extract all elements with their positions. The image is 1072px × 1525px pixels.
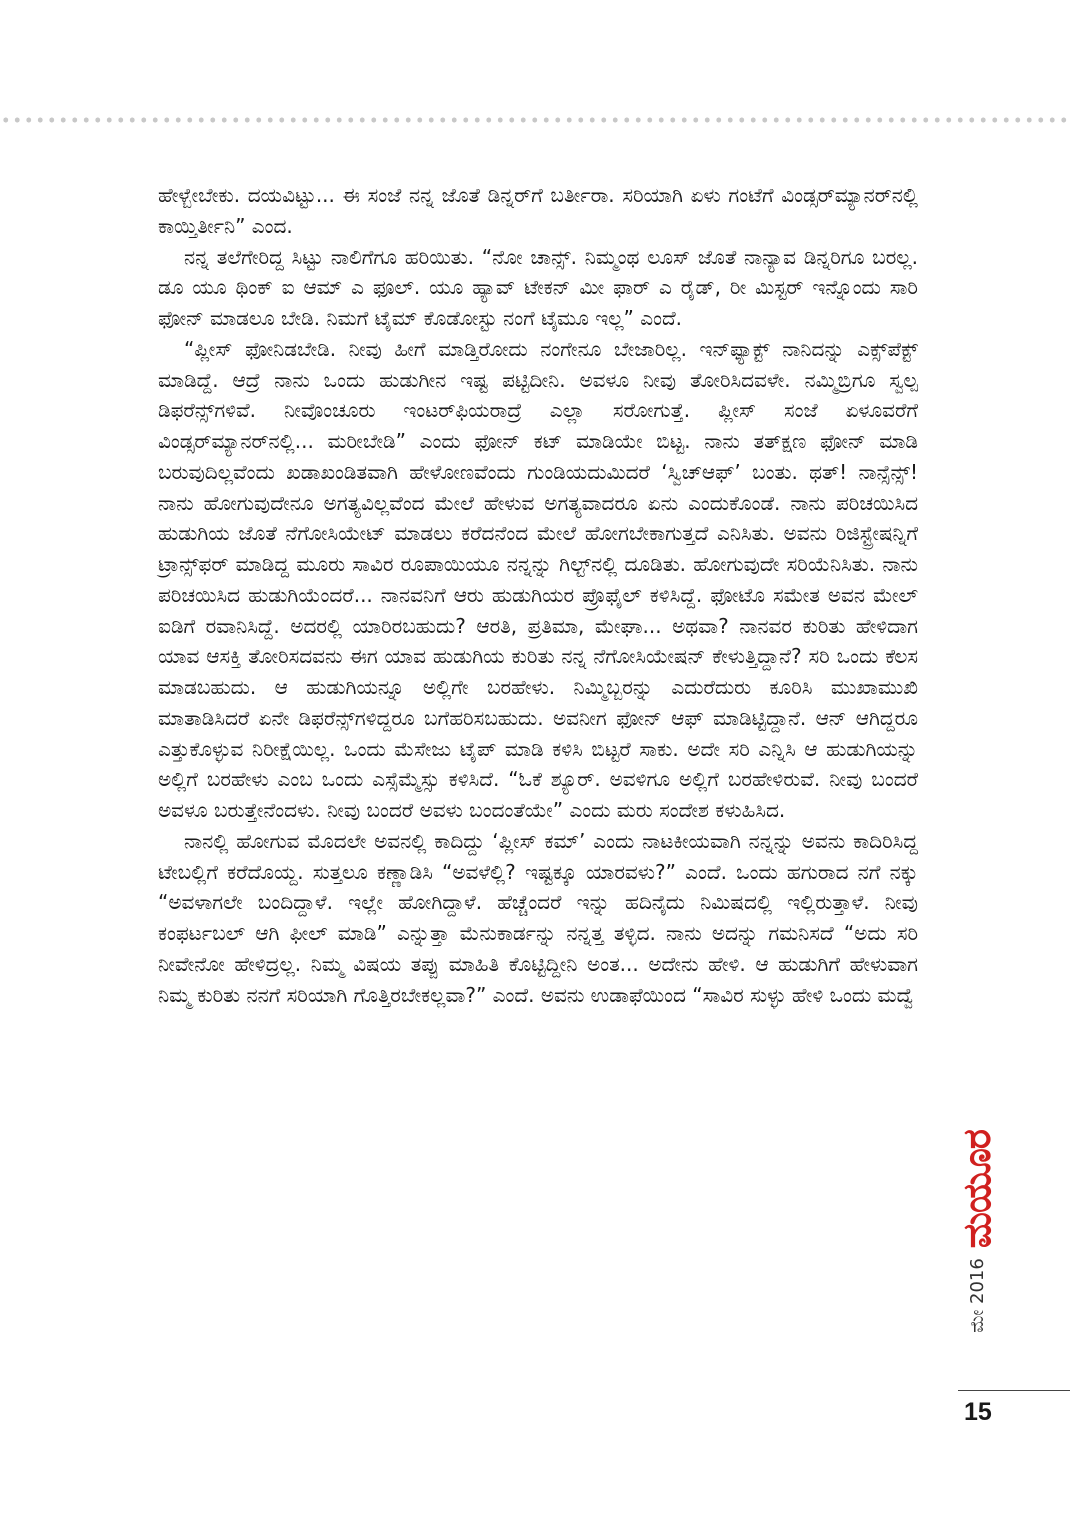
masthead <box>952 1130 1002 1380</box>
dotted-header-rule <box>0 116 1072 124</box>
article-paragraph: ನನ್ನ ತಲೆಗೇರಿದ್ದ ಸಿಟ್ಟು ನಾಲಿಗೆಗೂ ಹರಿಯಿತು. “ನೋ ಚಾನ್ಸ್. ನಿಮ್ಮಂಥ ಲೂಸ್ ಜೊತೆ ನಾನ್ಯಾವ ಡಿನ್ನರಿಗೂ ಬರಲ್ಲ. ಡೂ ಯೂ ಥಿಂಕ್ ಐ ಆಮ್ ಎ ಫೂಲ್. ಯೂ ಹ್ಯಾವ್ ಟೇಕನ್ ಮೀ ಫಾರ್ ಎ ರೈಡ್, ರೀ ಮಿಸ್ಟರ್ ಇನ್ನೊಂದು ಸಾರಿ ಫೋನ್ ಮಾಡಲೂ ಬೇಡಿ. ನಿಮಗೆ ಟೈಮ್ ಕೊಡೋಸ್ಟು ನಂಗೆ ಟೈಮೂ ಇಲ್ಲ” ಎಂದೆ. <box>158 244 918 330</box>
article-body <box>158 180 918 1010</box>
page-number: 15 <box>964 1398 992 1426</box>
magazine-logo: ಮಯೂರ <box>955 1130 999 1249</box>
page-number-rule <box>958 1390 1070 1391</box>
article-paragraph: “ಪ್ಲೀಸ್ ಫೋನಿಡಬೇಡಿ. ನೀವು ಹೀಗೆ ಮಾಡ್ತಿರೋದು ನಂಗೇನೂ ಬೇಜಾರಿಲ್ಲ. ಇನ್‌ಫ್ಯಾಕ್ಟ್ ನಾನಿದನ್ನು ಎಕ್ಸ್‌ಪೆಕ್ಟ್ ಮಾಡಿದ್ದೆ. ಆದ್ರೆ ನಾನು ಒಂದು ಹುಡುಗೀನ ಇಷ್ಟ ಪಟ್ಟಿದೀನಿ. ಅವಳೂ ನೀವು ತೋರಿಸಿದವಳೇ. ನಮ್ಮಿಬ್ರಿಗೂ ಸ್ವಲ್ಪ ಡಿಫರೆನ್ಸ್‌ಗಳಿವೆ. ನೀವೊಂಚೂರು ಇಂಟರ್‌ಫಿಯರಾದ್ರೆ ಎಲ್ಲಾ ಸರೋಗುತ್ತೆ. ಪ್ಲೀಸ್ ಸಂಜೆ ಏಳೂವರೆಗೆ ವಿಂಡ್ಸರ್‌ಮ್ಯಾನರ್‌ನಲ್ಲಿ... ಮರೀಬೇಡಿ” ಎಂದು ಫೋನ್ ಕಟ್ ಮಾಡಿಯೇ ಬಿಟ್ಟ. ನಾನು ತತ್‌ಕ್ಷಣ ಫೋನ್ ಮಾಡಿ ಬರುವುದಿಲ್ಲವೆಂದು ಖಡಾಖಂಡಿತವಾಗಿ ಹೇಳೋಣವೆಂದು ಗುಂಡಿಯದುಮಿದರೆ ‘ಸ್ವಿಚ್‌ಆಫ್’ ಬಂತು. ಥತ್! ನಾನ್ಸೆನ್ಸ್! ನಾನು ಹೋಗುವುದೇನೂ ಅಗತ್ಯವಿಲ್ಲವೆಂದ ಮೇಲೆ ಹೇಳುವ ಅಗತ್ಯವಾದರೂ ಏನು ಎಂದುಕೊಂಡೆ. ನಾನು ಪರಿಚಯಿಸಿದ ಹುಡುಗಿಯ ಜೊತೆ ನೆಗೋಸಿಯೇಟ್ ಮಾಡಲು ಕರೆದನೆಂದ ಮೇಲೆ ಹೋಗಬೇಕಾಗುತ್ತದೆ ಎನಿಸಿತು. ಅವನು ರಿಜಿಸ್ಟ್ರೇಷನ್ನಿಗೆ ಟ್ರಾನ್ಸ್‌ಫರ್ ಮಾಡಿದ್ದ ಮೂರು ಸಾವಿರ ರೂಪಾಯಿಯೂ ನನ್ನನ್ನು ಗಿಲ್ಟ್‌ನಲ್ಲಿ ದೂಡಿತು. ಹೋಗುವುದೇ ಸರಿಯೆನಿಸಿತು. ನಾನು ಪರಿಚಯಿಸಿದ ಹುಡುಗಿಯೆಂದರೆ... ನಾನವನಿಗೆ ಆರು ಹುಡುಗಿಯರ ಪ್ರೊಫೈಲ್ ಕಳಿಸಿದ್ದೆ. ಫೋಟೊ ಸಮೇತ ಅವನ ಮೇಲ್ ಐಡಿಗೆ ರವಾನಿಸಿದ್ದೆ. ಅದರಲ್ಲಿ ಯಾರಿರಬಹುದು? ಆರತಿ, ಪ್ರತಿಮಾ, ಮೇಘಾ... ಅಥವಾ? ನಾನವರ ಕುರಿತು ಹೇಳಿದಾಗ ಯಾವ ಆಸಕ್ತಿ ತೋರಿಸದವನು ಈಗ ಯಾವ ಹುಡುಗಿಯ ಕುರಿತು ನನ್ನ ನೆಗೋಸಿಯೇಷನ್ ಕೇಳುತ್ತಿದ್ದಾನೆ? ಸರಿ ಒಂದು ಕೆಲಸ ಮಾಡಬಹುದು. ಆ ಹುಡುಗಿಯನ್ನೂ ಅಲ್ಲಿಗೇ ಬರಹೇಳು. ನಿಮ್ಮಿಬ್ಬರನ್ನು ಎದುರೆದುರು ಕೂರಿಸಿ ಮುಖಾಮುಖಿ ಮಾತಾಡಿಸಿದರೆ ಏನೇ ಡಿಫರೆನ್ಸ್‌ಗಳಿದ್ದರೂ ಬಗೆಹರಿಸಬಹುದು. ಅವನೀಗ ಫೋನ್ ಆಫ್ ಮಾಡಿಟ್ಟಿದ್ದಾನೆ. ಆನ್ ಆಗಿದ್ದರೂ ಎತ್ತುಕೊಳ್ಳುವ ನಿರೀಕ್ಷೆಯಿಲ್ಲ. ಒಂದು ಮೆಸೇಜು ಟೈಪ್ ಮಾಡಿ ಕಳಿಸಿ ಬಿಟ್ಟರೆ ಸಾಕು. ಅದೇ ಸರಿ ಎನ್ನಿಸಿ ಆ ಹುಡುಗಿಯನ್ನು ಅಲ್ಲಿಗೆ ಬರಹೇಳು ಎಂಬ ಒಂದು ಎಸ್ಸೆಮ್ಮೆಸ್ಸು ಕಳಿಸಿದೆ. “ಓಕೆ ಶ್ಯೂರ್. ಅವಳಿಗೂ ಅಲ್ಲಿಗೆ ಬರಹೇಳಿರುವೆ. ನೀವು ಬಂದರೆ ಅವಳೂ ಬರುತ್ತೇನೆಂದಳು. ನೀವು ಬಂದರೆ ಅವಳು ಬಂದಂತೆಯೇ” ಎಂದು ಮರು ಸಂದೇಶ ಕಳುಹಿಸಿದ. <box>158 336 918 822</box>
article-paragraph: ನಾನಲ್ಲಿ ಹೋಗುವ ಮೊದಲೇ ಅವನಲ್ಲಿ ಕಾದಿದ್ದು ‘ಪ್ಲೀಸ್ ಕಮ್’ ಎಂದು ನಾಟಕೀಯವಾಗಿ ನನ್ನನ್ನು ಅವನು ಕಾದಿರಿಸಿದ್ದ ಟೇಬಲ್ಲಿಗೆ ಕರೆದೊಯ್ದ. ಸುತ್ತಲೂ ಕಣ್ಣಾಡಿಸಿ “ಅವಳೆಲ್ಲಿ? ಇಷ್ಟಕ್ಕೂ ಯಾರವಳು?” ಎಂದೆ. ಒಂದು ಹಗುರಾದ ನಗೆ ನಕ್ಕು “ಅವಳಾಗಲೇ ಬಂದಿದ್ದಾಳೆ. ಇಲ್ಲೇ ಹೋಗಿದ್ದಾಳೆ. ಹೆಚ್ಚೆಂದರೆ ಇನ್ನು ಹದಿನೈದು ನಿಮಿಷದಲ್ಲಿ ಇಲ್ಲಿರುತ್ತಾಳೆ. ನೀವು ಕಂಫರ್ಟಬಲ್ ಆಗಿ ಫೀಲ್ ಮಾಡಿ” ಎನ್ನುತ್ತಾ ಮೆನುಕಾರ್ಡನ್ನು ನನ್ನತ್ತ ತಳ್ಳಿದ. ನಾನು ಅದನ್ನು ಗಮನಿಸದೆ “ಅದು ಸರಿ ನೀವೇನೋ ಹೇಳಿದ್ರಲ್ಲ. ನಿಮ್ಮ ವಿಷಯ ತಪ್ಪು ಮಾಹಿತಿ ಕೊಟ್ಟಿದ್ದೀನಿ ಅಂತ... ಅದೇನು ಹೇಳಿ. ಆ ಹುಡುಗಿಗೆ ಹೇಳುವಾಗ ನಿಮ್ಮ ಕುರಿತು ನನಗೆ ಸರಿಯಾಗಿ ಗೊತ್ತಿರಬೇಕಲ್ಲವಾ?” ಎಂದೆ. ಅವನು ಉಡಾಫೆಯಿಂದ “ಸಾವಿರ ಸುಳ್ಳು ಹೇಳಿ ಒಂದು ಮದ್ವೆ <box>158 828 918 1007</box>
issue-date: ಮೇ 2016 <box>966 1258 988 1333</box>
article-paragraph: ಹೇಳ್ಬೇಬೇಕು. ದಯವಿಟ್ಟು... ಈ ಸಂಜೆ ನನ್ನ ಜೊತೆ ಡಿನ್ನರ್‌ಗೆ ಬರ್ತೀರಾ. ಸರಿಯಾಗಿ ಏಳು ಗಂಟೆಗೆ ವಿಂಡ್ಸರ್‌ಮ್ಯಾನರ್‌ನಲ್ಲಿ ಕಾಯ್ತಿರ್ತೀನಿ” ಎಂದ. <box>158 183 918 238</box>
magazine-sidebar <box>952 1130 1002 1380</box>
